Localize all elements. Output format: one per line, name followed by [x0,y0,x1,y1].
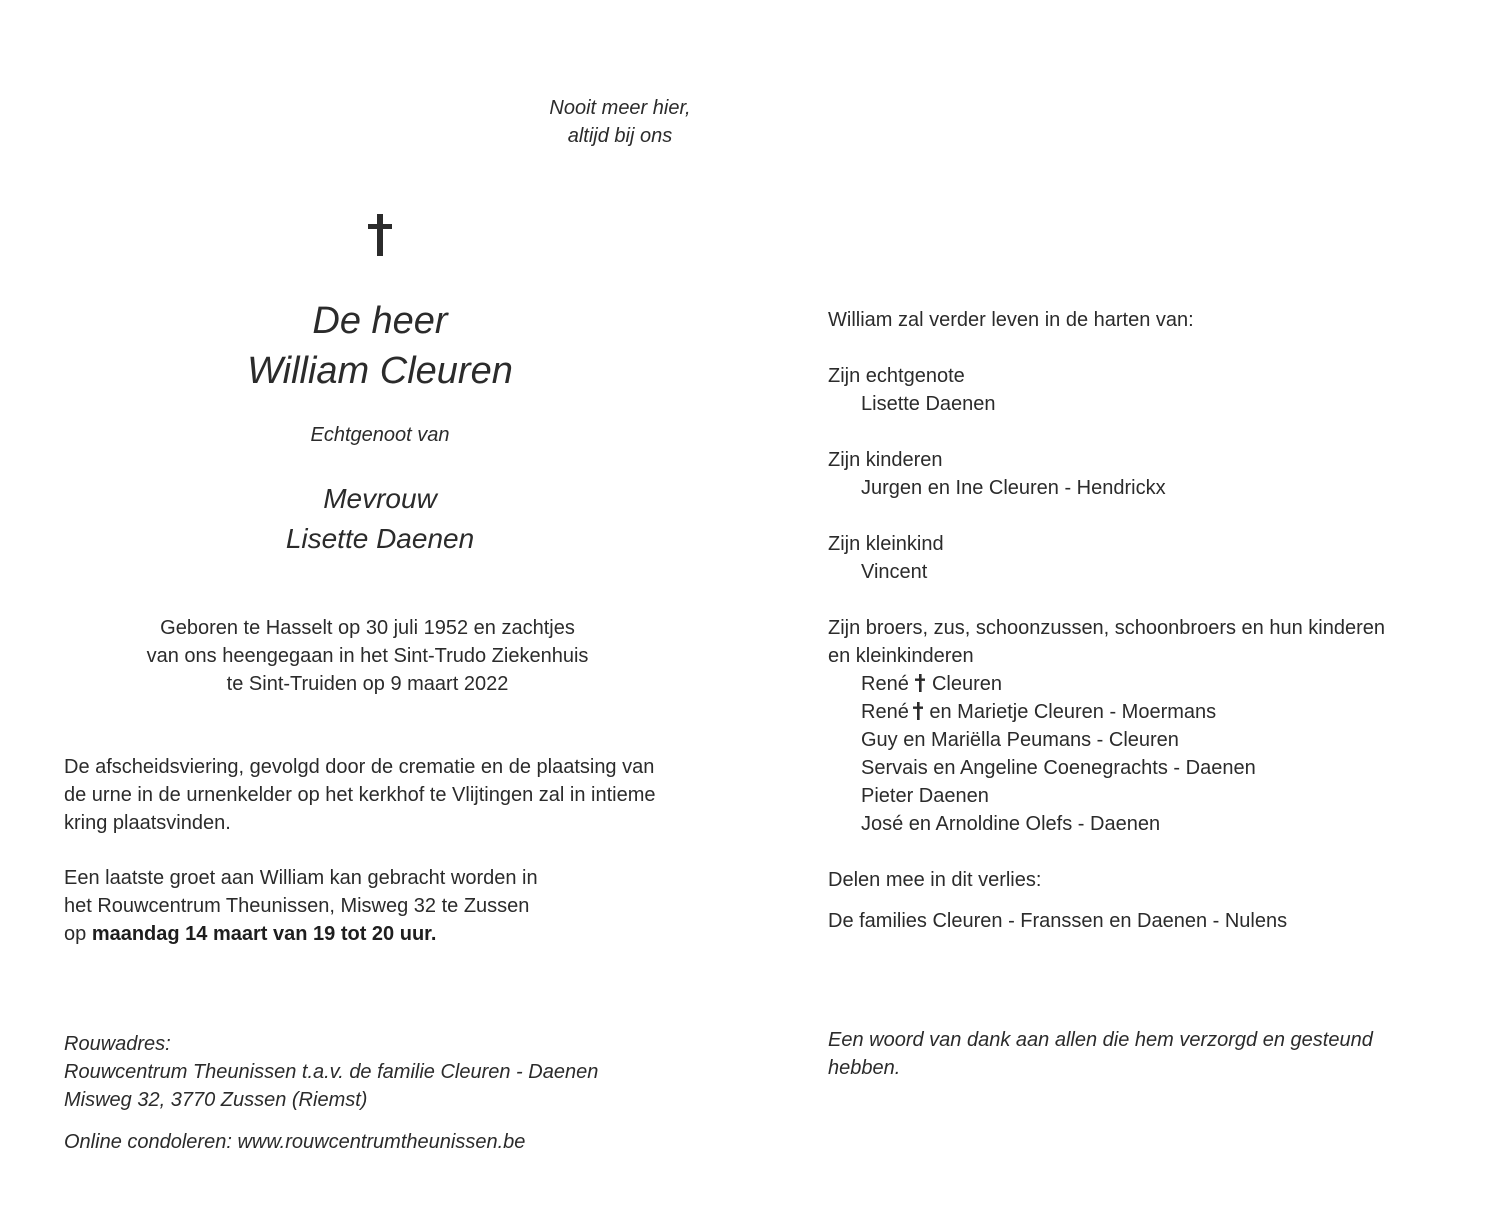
ceremony-line: de urne in de urnenkelder op het kerkhof te Vlijtingen zal in intieme [64,784,656,806]
farewell-line [64,920,714,948]
member-first-name: René [861,701,909,723]
section-heading: Zijn kleinkind [828,533,944,555]
motto [470,94,770,150]
section-heading: en kleinkinderen [828,645,974,667]
ceremony-line: De afscheidsviering, gevolgd door de crematie en de plaatsing van [64,756,655,778]
family-member: Servais en Angeline Coenegrachts - Daenen [861,757,1256,779]
spouse-name: Lisette Daenen [285,523,475,554]
spouse-title: Mevrouw [323,483,437,514]
online-condolence: Online condoleren: www.rouwcentrumtheunissen.be [64,1131,526,1153]
birth-line: te Sint-Truiden op 9 maart 2022 [226,673,509,695]
spouse-section [828,362,1438,418]
families-line: De families Cleuren - Franssen en Daenen - Nulens [828,910,1288,932]
section-heading: Zijn kinderen [828,449,943,471]
grandchild-section [828,530,1438,586]
family-member: Lisette Daenen [861,393,996,415]
motto-line: altijd bij ons [567,125,673,147]
family-member: Vincent [861,561,928,583]
address-line: Rouwcentrum Theunissen t.a.v. de familie Cleuren - Daenen [64,1061,599,1083]
farewell-datetime: maandag 14 maart van 19 tot 20 uur. [91,923,437,945]
farewell-prefix: op [64,923,92,945]
family-member: Guy en Mariëlla Peumans - Cleuren [861,729,1179,751]
ceremony-paragraph [64,753,714,837]
section-heading: Zijn broers, zus, schoonzussen, schoonbroers en hun kinderen [828,617,1385,639]
spouse-name-block [150,479,610,559]
mourning-address [64,1030,714,1114]
children-section [828,446,1438,502]
deceased-name: William Cleuren [247,350,513,392]
family-member: José en Arnoldine Olefs - Daenen [861,813,1161,835]
family-member: Jurgen en Ine Cleuren - Hendrickx [861,477,1166,499]
farewell-paragraph [64,864,714,948]
thanks-note [828,1026,1438,1082]
latin-cross-icon [362,214,398,258]
deceased-title: De heer [312,300,448,342]
family-member: Pieter Daenen [861,785,989,807]
ceremony-line: kring plaatsvinden. [64,812,231,834]
share-heading: Delen mee in dit verlies: [828,869,1042,891]
relation-label: Echtgenoot van [310,424,450,446]
address-label: Rouwadres: [64,1033,171,1055]
family-member [828,698,1438,726]
latin-cross-icon [912,702,924,720]
address-line: Misweg 32, 3770 Zussen (Riemst) [64,1089,368,1111]
section-heading: Zijn echtgenote [828,365,965,387]
thanks-line: hebben. [828,1057,901,1079]
siblings-section [828,614,1438,838]
deceased-name-block [150,296,610,396]
birth-line: van ons heengegaan in het Sint-Trudo Ziekenhuis [146,645,589,667]
motto-line: Nooit meer hier, [549,97,691,119]
family-member [828,670,1438,698]
member-first-name: René [861,673,909,695]
farewell-line: Een laatste groet aan William kan gebracht worden in [64,867,538,889]
farewell-line: het Rouwcentrum Theunissen, Misweg 32 te Zussen [64,895,530,917]
member-last-name: Cleuren [931,673,1002,695]
birth-details [90,614,645,698]
birth-line: Geboren te Hasselt op 30 juli 1952 en zachtjes [160,617,575,639]
family-intro: William zal verder leven in de harten van: [828,309,1194,331]
member-rest: en Marietje Cleuren - Moermans [929,701,1217,723]
thanks-line: Een woord van dank aan allen die hem verzorgd en gesteund [828,1029,1373,1051]
latin-cross-icon [914,674,926,692]
